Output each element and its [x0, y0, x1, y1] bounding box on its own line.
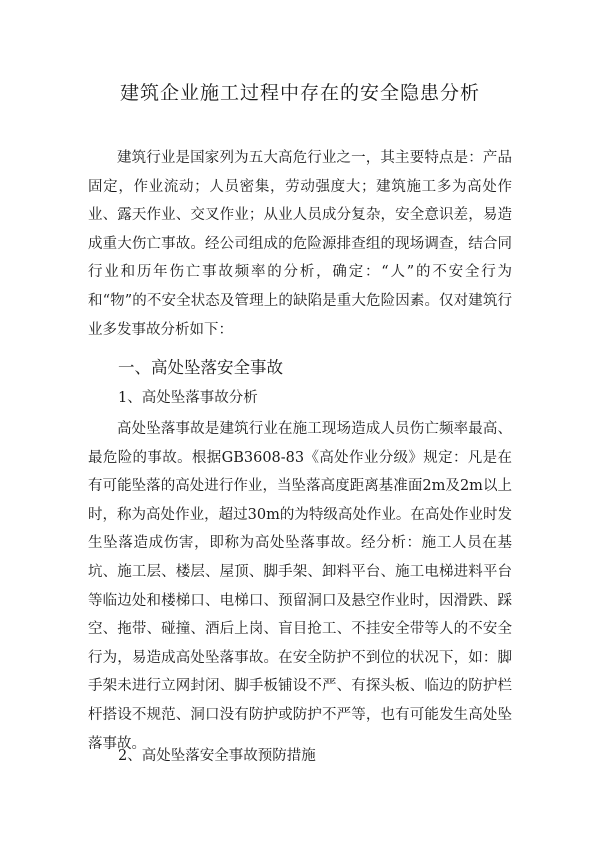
- intro-paragraph: 建筑行业是国家列为五大高危行业之一，其主要特点是：产品固定，作业流动；人员密集，劳动强度大；建筑施工多为高处作业、露天作业、交叉作业；从业人员成分复杂，安全意识差，易造成重大伤亡事故。经公司组成的危险源排查组的现场调查，结合同行业和历年伤亡事故频率的分析，确定：“人”的不安全行为和“物”的不安全状态及管理上的缺陷是重大危险因素。仅对建筑行业多发事故分析如下：: [88, 150, 512, 338]
- analysis-paragraph: 高处坠落事故是建筑行业在施工现场造成人员伤亡频率最高、最危险的事故。根据GB3608-83《高处作业分级》规定：凡是在有可能坠落的高处进行作业，当坠落高度距离基准面2m及2m以上时，称为高处作业，超过30m的为特级高处作业。在高处作业时发生坠落造成伤害，即称为高处坠落事故。经分析：施工人员在基坑、施工层、楼层、屋顶、脚手架、卸料平台、施工电梯进料平台等临边处和楼梯口、电梯口、预留洞口及悬空作业时，因滑跌、踩空、拖带、碰撞、酒后上岗、盲目抢工、不挂安全带等人的不安全行为，易造成高处坠落事故。在安全防护不到位的状况下，如：脚手架未进行立网封闭、脚手板铺设不严、有探头板、临边的防护栏杆搭设不规范、洞口没有防护或防护不严等，也有可能发生高处坠落事故。: [88, 421, 512, 752]
- section-heading-falls: 一、高处坠落安全事故: [118, 358, 283, 377]
- document-title: 建筑企业施工过程中存在的安全隐患分析: [119, 82, 480, 104]
- subsection-heading-analysis: 1、高处坠落事故分析: [118, 390, 258, 406]
- subsection-heading-prevention: 2、高处坠落安全事故预防措施: [118, 748, 316, 764]
